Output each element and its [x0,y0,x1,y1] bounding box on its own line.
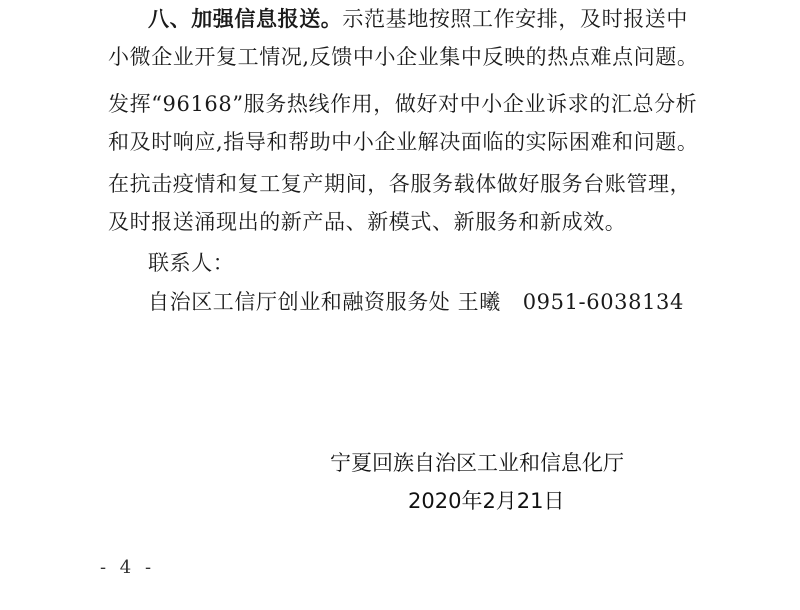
paragraph-first-line [148,6,688,32]
contact-detail: 自治区工信厅创业和融资服务处 王曦 0951-6038134 [148,290,684,314]
section-heading: 八、加强信息报送。 [148,6,343,31]
paragraph-line: 及时报送涌现出的新产品、新模式、新服务和新成效。 [108,210,627,234]
paragraph-text: 示范基地按照工作安排，及时报送中 [342,7,689,31]
signature-date: 2020年2月21日 [408,489,565,513]
paragraph-line: 小微企业开复工情况,反馈中小企业集中反映的热点难点问题。 [108,45,699,69]
page-number: - 4 - [100,557,156,578]
contact-label: 联系人： [148,251,235,275]
paragraph-line: 和及时响应,指导和帮助中小企业解决面临的实际困难和问题。 [108,130,699,154]
paragraph-line: 在抗击疫情和复工复产期间，各服务载体做好服务台账管理， [108,172,692,196]
signature-organization: 宁夏回族自治区工业和信息化厅 [330,451,624,475]
paragraph-line: 发挥“96168”服务热线作用，做好对中小企业诉求的汇总分析 [108,92,698,116]
